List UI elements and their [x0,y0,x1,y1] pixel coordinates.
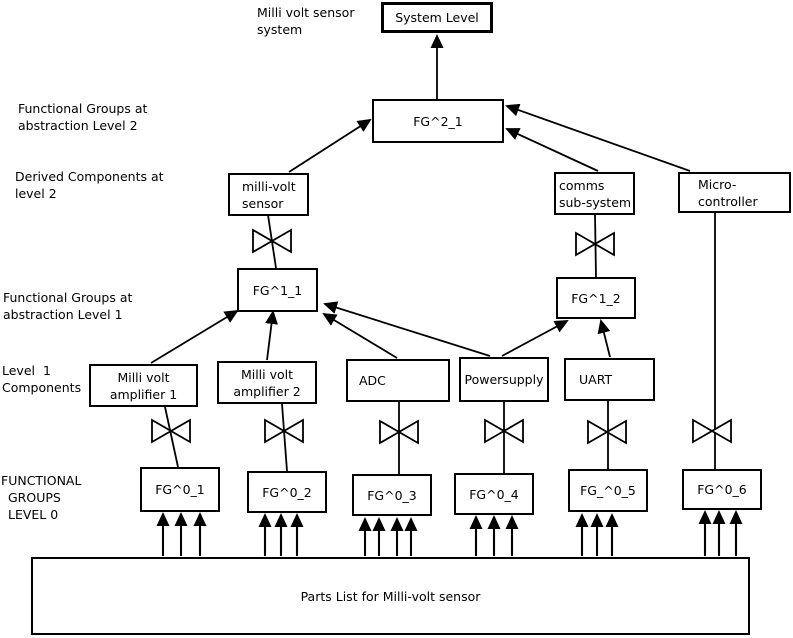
arrow-adc-to-fg1_1 [324,314,397,358]
box-uart: UART [564,358,655,401]
line-amplifier1-to-fg0_1 [165,407,178,467]
label-derived-level2: Derived Components at level 2 [15,169,164,201]
box-fg0-4: FG^0_4 [454,473,534,515]
box-fg0-2: FG^0_2 [247,471,327,513]
bowtie-icon [588,421,626,443]
box-micro-controller: Micro- controller [678,172,791,213]
box-fg2-1: FG^2_1 [372,99,504,143]
arrow-mvsensor-to-fg2_1 [289,120,370,172]
box-fg0-5: FG_^0_5 [568,469,648,512]
arrow-comms-to-fg2_1 [507,129,598,171]
label-fg-level2: Functional Groups at abstraction Level 2 [18,101,148,133]
box-comms-subsystem: comms sub-system [554,172,635,215]
box-powersupply: Powersupply [459,357,549,402]
arrow-amplifier1-to-fg1_1 [151,311,237,363]
arrow-microcontroller-to-fg2_1 [507,106,690,171]
label-fg-level0: FUNCTIONAL GROUPS LEVEL 0 [1,473,82,522]
arrow-powersupply-to-fg1_2 [502,321,567,356]
label-level1-components: Level 1 Components [2,363,82,395]
line-amplifier2-to-fg0_2 [282,404,287,471]
box-amplifier-1: Milli volt amplifier 1 [89,364,198,407]
box-parts-list: Parts List for Milli-volt sensor [31,557,750,635]
arrow-amplifier2-to-fg1_1 [267,312,273,360]
box-system-level: System Level [381,2,493,33]
box-fg0-1: FG^0_1 [140,467,220,512]
box-amplifier-2: Milli volt amplifier 2 [217,361,317,404]
box-fg0-6: FG^0_6 [682,469,762,510]
box-milli-volt-sensor: milli-volt sensor [228,173,309,216]
label-system-title: Milli volt sensor system [257,5,355,37]
box-fg0-3: FG^0_3 [352,474,432,516]
box-fg1-2: FG^1_2 [556,277,636,319]
bowtie-icon [693,420,731,442]
box-fg1-1: FG^1_1 [237,268,318,312]
label-fg-level1: Functional Groups at abstraction Level 1 [3,290,133,322]
box-adc: ADC [346,359,450,402]
arrow-uart-to-fg1_2 [601,321,610,357]
bowtie-icon [253,230,291,252]
